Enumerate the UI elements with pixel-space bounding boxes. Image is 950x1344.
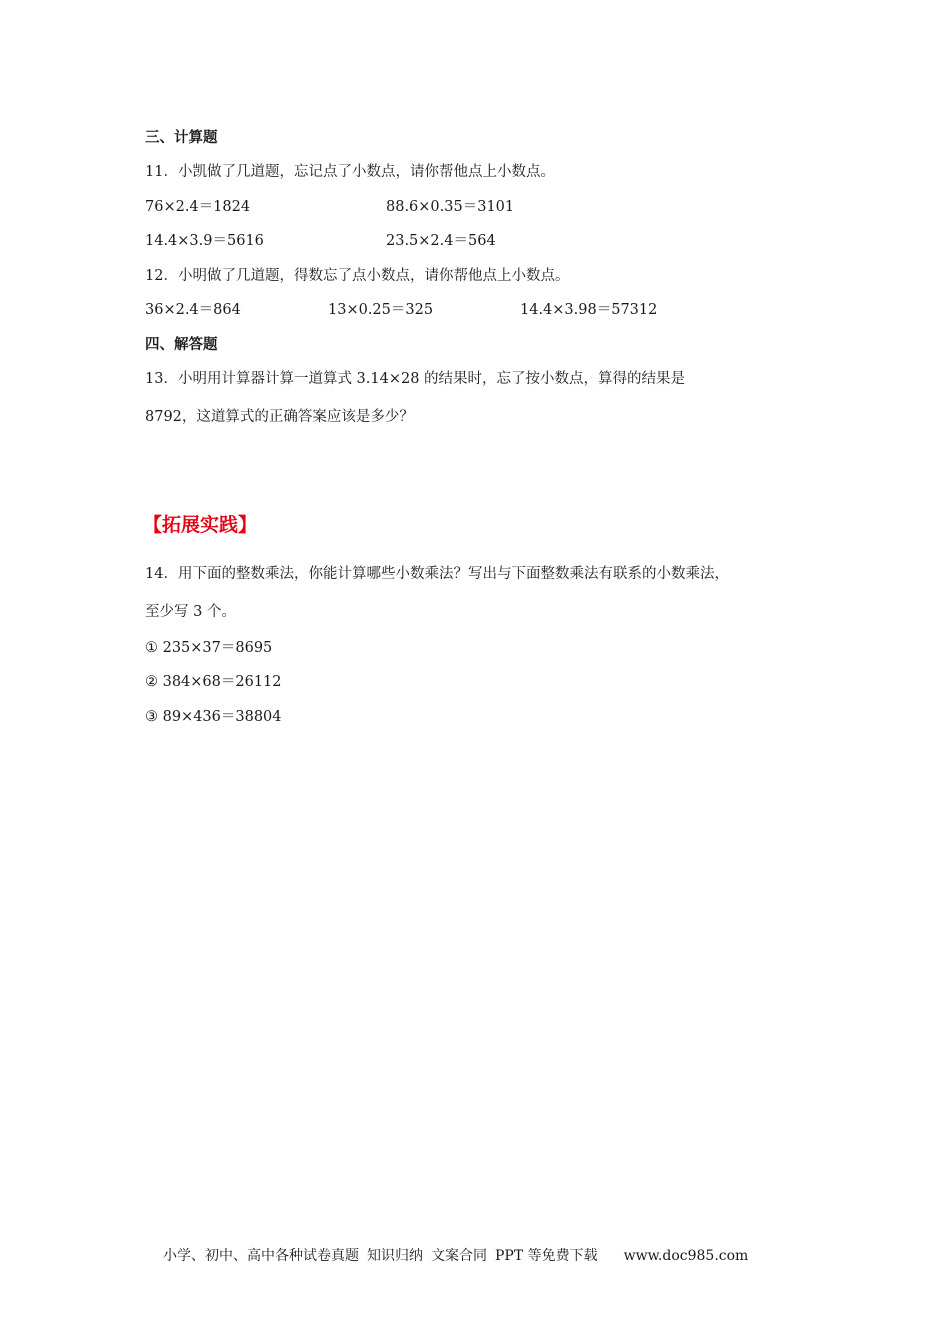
q11-eq-2: 88.6×0.35＝3101 xyxy=(386,199,515,215)
footer-part3: 文案合同 xyxy=(431,1248,487,1264)
q12-eq-2: 13×0.25＝325 xyxy=(328,302,434,318)
footer-url[interactable]: www.doc985.com xyxy=(623,1248,749,1264)
q12-eq-3: 14.4×3.98＝57312 xyxy=(520,302,658,318)
footer-part4: PPT 等免费下载 xyxy=(495,1248,598,1264)
q11-eq-4: 23.5×2.4＝564 xyxy=(386,233,496,249)
extension-title: 【拓展实践】 xyxy=(143,514,258,536)
footer-part2: 知识归纳 xyxy=(367,1248,423,1264)
q11-row1 xyxy=(145,197,645,217)
q14-line1: 14．用下面的整数乘法，你能计算哪些小数乘法？写出与下面整数乘法有联系的小数乘法， xyxy=(145,566,729,582)
q11-eq-3: 14.4×3.9＝5616 xyxy=(145,233,264,249)
q11-row2 xyxy=(145,231,645,251)
q12-eq-1: 36×2.4＝864 xyxy=(145,302,241,318)
q11-eq-1: 76×2.4＝1824 xyxy=(145,199,251,215)
q12-row xyxy=(145,300,705,320)
q14-item-2: ② 384×68＝26112 xyxy=(145,674,282,690)
section4-heading: 四、解答题 xyxy=(145,337,218,353)
q14-line2: 至少写 3 个。 xyxy=(145,604,236,620)
footer-part1: 小学、初中、高中各种试卷真题 xyxy=(163,1248,359,1264)
section3-heading: 三、计算题 xyxy=(145,130,218,146)
q14-item-1: ① 235×37＝8695 xyxy=(145,640,273,656)
q11-text: 11．小凯做了几道题，忘记点了小数点，请你帮他点上小数点。 xyxy=(145,164,555,180)
page-footer xyxy=(163,1246,748,1266)
q12-text: 12．小明做了几道题，得数忘了点小数点，请你帮他点上小数点。 xyxy=(145,268,570,284)
q14-item-3: ③ 89×436＝38804 xyxy=(145,709,282,725)
q13-line1: 13．小明用计算器计算一道算式 3.14×28 的结果时，忘了按小数点，算得的结果是 xyxy=(145,371,686,387)
q13-line2: 8792，这道算式的正确答案应该是多少？ xyxy=(145,409,414,425)
